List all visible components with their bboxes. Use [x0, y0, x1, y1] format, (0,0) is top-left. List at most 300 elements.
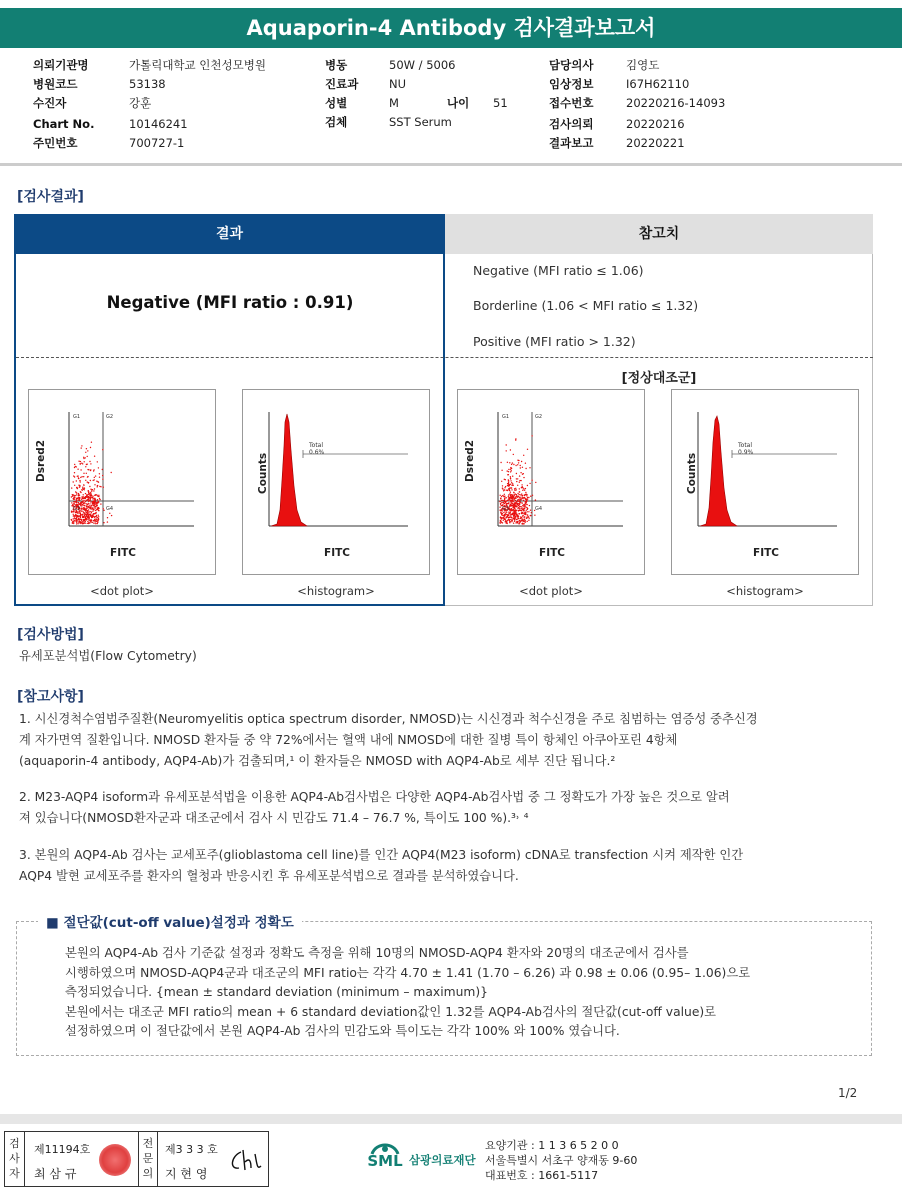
event-dot: [100, 486, 101, 487]
event-dot: [87, 464, 88, 465]
event-dot: [509, 490, 510, 491]
signature-box: [4, 1131, 269, 1187]
event-dot: [518, 496, 519, 497]
note-line: 계 자가면역 질환입니다. NMOSD 환자들 중 약 72%에서는 혈액 내에 NMOSD에 대한 질병 특이 항체인 아쿠아포린 4항체: [19, 733, 678, 747]
event-dot: [92, 515, 93, 516]
event-dot: [535, 499, 536, 500]
org-info-line: 서울특별시 서초구 양재동 9-60: [485, 1154, 638, 1167]
event-dot: [504, 500, 505, 501]
event-dot: [514, 488, 515, 489]
event-dot: [526, 494, 527, 495]
reference-header: 참고치: [445, 214, 873, 254]
event-dot: [81, 509, 82, 510]
event-dot: [520, 510, 521, 511]
event-dot: [84, 461, 85, 462]
event-dot: [99, 473, 100, 474]
event-dot: [521, 461, 522, 462]
result-value: Negative (MFI ratio : 0.91): [106, 293, 354, 312]
event-dot: [505, 512, 506, 513]
event-dot: [81, 508, 82, 509]
report-date-value: 20220221: [626, 136, 685, 150]
event-dot: [74, 520, 75, 521]
event-dot: [524, 516, 525, 517]
event-dot: [526, 510, 527, 511]
event-dot: [528, 520, 529, 521]
event-dot: [525, 492, 526, 493]
event-dot: [77, 515, 78, 516]
event-dot: [89, 511, 90, 512]
event-dot: [517, 464, 518, 465]
event-dot: [79, 480, 80, 481]
gate-value: 0.6%: [309, 449, 325, 456]
event-dot: [526, 499, 527, 500]
event-dot: [505, 479, 506, 480]
event-dot: [530, 515, 531, 516]
event-dot: [95, 503, 96, 504]
event-dot: [500, 498, 501, 499]
event-dot: [95, 518, 96, 519]
event-dot: [508, 471, 509, 472]
method-text: 유세포분석법(Flow Cytometry): [19, 649, 197, 663]
event-dot: [83, 473, 84, 474]
label: 나이: [447, 96, 470, 110]
event-dot: [508, 480, 509, 481]
event-dot: [529, 518, 530, 519]
event-dot: [111, 472, 112, 473]
event-dot: [83, 485, 84, 486]
event-dot: [96, 502, 97, 503]
event-dot: [516, 519, 517, 520]
event-dot: [511, 487, 512, 488]
event-dot: [95, 520, 96, 521]
event-dot: [516, 501, 517, 502]
y-axis-label: Counts: [686, 452, 698, 494]
event-dot: [80, 502, 81, 503]
event-dot: [86, 518, 87, 519]
event-dot: [513, 492, 514, 493]
event-dot: [527, 485, 528, 486]
reference-negative: Negative (MFI ratio ≤ 1.06): [473, 263, 644, 278]
event-dot: [87, 521, 88, 522]
org-info-line: 대표번호 : 1661-5117: [485, 1169, 599, 1182]
event-dot: [513, 464, 514, 465]
event-dot: [502, 495, 503, 496]
event-dot: [521, 493, 522, 494]
event-dot: [518, 499, 519, 500]
event-dot: [507, 516, 508, 517]
event-dot: [71, 487, 72, 488]
event-dot: [87, 523, 88, 524]
event-dot: [71, 520, 72, 521]
y-axis-label: Dsred2: [464, 439, 476, 482]
label: 담당의사: [549, 58, 594, 72]
event-dot: [103, 522, 104, 523]
event-dot: [95, 475, 96, 476]
event-dot: [527, 449, 528, 450]
ward-value: 50W / 5006: [389, 58, 456, 72]
event-dot: [515, 496, 516, 497]
event-dot: [77, 519, 78, 520]
event-dot: [102, 449, 103, 450]
event-dot: [82, 463, 83, 464]
event-dot: [94, 516, 95, 517]
event-dot: [98, 519, 99, 520]
event-dot: [501, 470, 502, 471]
event-dot: [96, 481, 97, 482]
note-3: [19, 845, 889, 887]
event-dot: [523, 523, 524, 524]
event-dot: [500, 495, 501, 496]
event-dot: [97, 509, 98, 510]
event-dot: [97, 517, 98, 518]
event-dot: [502, 515, 503, 516]
event-dot: [507, 462, 508, 463]
cutoff-line: 측정되었습니다. {mean ± standard deviation (minimum – maximum)}: [65, 985, 489, 999]
event-dot: [83, 494, 84, 495]
event-dot: [514, 505, 515, 506]
event-dot: [510, 478, 511, 479]
event-dot: [520, 465, 521, 466]
hospital-code-value: 53138: [129, 77, 166, 91]
event-dot: [512, 513, 513, 514]
event-dot: [97, 486, 98, 487]
cutoff-line: 본원에서는 대조군 MFI ratio의 mean + 6 standard deviation값인 1.32를 AQP4-Ab검사의 절단값(cut-off value)로: [65, 1004, 717, 1019]
event-dot: [82, 488, 83, 489]
event-dot: [90, 480, 91, 481]
event-dot: [525, 501, 526, 502]
event-dot: [510, 514, 511, 515]
event-dot: [103, 508, 104, 509]
event-dot: [501, 513, 502, 514]
event-dot: [83, 457, 84, 458]
event-dot: [503, 515, 504, 516]
event-dot: [87, 481, 88, 482]
event-dot: [524, 513, 525, 514]
event-dot: [82, 514, 83, 515]
event-dot: [512, 498, 513, 499]
event-dot: [87, 456, 88, 457]
event-dot: [515, 506, 516, 507]
event-dot: [501, 502, 502, 503]
event-dot: [82, 498, 83, 499]
event-dot: [89, 493, 90, 494]
label: 수진자: [33, 96, 67, 110]
patient-dot-plot: [28, 389, 216, 575]
page-number: 1/2: [838, 1086, 858, 1100]
label: 임상정보: [549, 77, 594, 91]
event-dot: [507, 470, 508, 471]
event-dot: [499, 507, 500, 508]
event-dot: [103, 487, 104, 488]
note-line: 3. 본원의 AQP4-Ab 검사는 교세포주(glioblastoma cell line)를 인간 AQP4(M23 isoform) cDNA로 transfection 시켜 제작한 인간: [19, 848, 744, 862]
event-dot: [522, 516, 523, 517]
event-dot: [92, 489, 93, 490]
event-dot: [518, 513, 519, 514]
event-dot: [515, 465, 516, 466]
event-dot: [95, 499, 96, 500]
event-dot: [79, 518, 80, 519]
method-section-title: [검사방법]: [17, 627, 84, 643]
event-dot: [98, 507, 99, 508]
event-dot: [86, 506, 87, 507]
event-dot: [499, 522, 500, 523]
event-dot: [527, 521, 528, 522]
dot-plot-caption: <dot plot>: [90, 584, 154, 598]
event-dot: [502, 522, 503, 523]
event-dot: [511, 482, 512, 483]
event-dot: [508, 519, 509, 520]
event-dot: [519, 488, 520, 489]
quadrant-label: G4: [106, 506, 114, 512]
event-dot: [517, 460, 518, 461]
event-dot: [87, 450, 88, 451]
event-dot: [517, 522, 518, 523]
event-dot: [519, 508, 520, 509]
event-dot: [76, 494, 77, 495]
event-dot: [523, 510, 524, 511]
event-dot: [90, 505, 91, 506]
request-date-value: 20220216: [626, 117, 685, 131]
event-dot: [509, 462, 510, 463]
event-dot: [100, 503, 101, 504]
event-dot: [510, 504, 511, 505]
event-dot: [527, 517, 528, 518]
event-dot: [522, 512, 523, 513]
control-histogram: [671, 389, 859, 575]
event-dot: [524, 497, 525, 498]
event-dot: [71, 511, 72, 512]
event-dot: [520, 521, 521, 522]
event-dot: [530, 510, 531, 511]
event-dot: [502, 485, 503, 486]
event-dot: [107, 521, 108, 522]
event-dot: [107, 517, 108, 518]
chart-no-value: 10146241: [129, 117, 188, 131]
event-dot: [93, 501, 94, 502]
event-dot: [526, 500, 527, 501]
event-dot: [89, 486, 90, 487]
event-dot: [88, 506, 89, 507]
event-dot: [530, 496, 531, 497]
event-dot: [510, 480, 511, 481]
event-dot: [99, 499, 100, 500]
sex-value: M: [389, 96, 399, 110]
event-dot: [501, 496, 502, 497]
event-dot: [501, 517, 502, 518]
event-dot: [515, 438, 516, 439]
event-dot: [77, 476, 78, 477]
event-dot: [504, 503, 505, 504]
event-dot: [500, 520, 501, 521]
dashed-divider: [16, 357, 873, 358]
header-divider: [0, 163, 902, 166]
event-dot: [516, 473, 517, 474]
label: 의뢰기관명: [33, 58, 89, 72]
event-dot: [75, 512, 76, 513]
event-dot: [524, 490, 525, 491]
event-dot: [72, 496, 73, 497]
event-dot: [519, 494, 520, 495]
event-dot: [524, 508, 525, 509]
event-dot: [527, 511, 528, 512]
event-dot: [95, 521, 96, 522]
event-dot: [511, 501, 512, 502]
event-dot: [96, 515, 97, 516]
event-dot: [94, 508, 95, 509]
sml-logo-icon: [366, 1138, 404, 1178]
event-dot: [85, 514, 86, 515]
note-1: [19, 709, 889, 772]
event-dot: [500, 503, 501, 504]
event-dot: [85, 509, 86, 510]
seal-stamp: [99, 1144, 131, 1176]
x-axis-label: FITC: [110, 547, 136, 559]
tester-name: 최 삼 규: [34, 1167, 77, 1181]
event-dot: [83, 476, 84, 477]
event-dot: [76, 492, 77, 493]
event-dot: [503, 490, 504, 491]
event-dot: [517, 508, 518, 509]
event-dot: [512, 519, 513, 520]
note-line: 1. 시신경척수염범주질환(Neuromyelitis optica spectrum disorder, NMOSD)는 시신경과 척수신경을 주로 침범하는 염증성 중추신경: [19, 712, 758, 726]
event-dot: [85, 452, 86, 453]
patient-histogram: [242, 389, 430, 575]
event-dot: [519, 504, 520, 505]
event-dot: [73, 514, 74, 515]
event-dot: [88, 503, 89, 504]
event-dot: [511, 470, 512, 471]
event-dot: [507, 514, 508, 515]
event-dot: [510, 519, 511, 520]
label: 결과보고: [549, 136, 594, 150]
age-value: 51: [493, 96, 508, 110]
event-dot: [90, 469, 91, 470]
event-dot: [524, 506, 525, 507]
event-dot: [509, 493, 510, 494]
event-dot: [504, 494, 505, 495]
report-title: Aquaporin-4 Antibody 검사결과보고서: [0, 8, 902, 48]
event-dot: [519, 502, 520, 503]
event-dot: [79, 485, 80, 486]
event-dot: [93, 470, 94, 471]
event-dot: [500, 517, 501, 518]
event-dot: [83, 520, 84, 521]
event-dot: [71, 502, 72, 503]
event-dot: [523, 521, 524, 522]
event-dot: [98, 495, 99, 496]
event-dot: [521, 506, 522, 507]
event-dot: [522, 507, 523, 508]
department-value: NU: [389, 77, 407, 91]
quadrant-label: G3: [502, 506, 510, 512]
event-dot: [515, 500, 516, 501]
event-dot: [84, 488, 85, 489]
event-dot: [525, 505, 526, 506]
event-dot: [97, 502, 98, 503]
event-dot: [516, 510, 517, 511]
event-dot: [516, 478, 517, 479]
event-dot: [508, 515, 509, 516]
event-dot: [71, 496, 72, 497]
header-col-3: [549, 56, 809, 153]
event-dot: [80, 523, 81, 524]
cutoff-line: 설정하였으며 이 절단값에서 본원 AQP4-Ab 검사의 민감도와 특이도는 각각 100% 와 100% 였습니다.: [65, 1024, 620, 1038]
event-dot: [517, 485, 518, 486]
result-header: 결과: [14, 214, 445, 254]
event-dot: [81, 511, 82, 512]
cutoff-line: 본원의 AQP4-Ab 검사 기준값 설정과 정확도 측정을 위해 10명의 NMOSD-AQP4 환자와 20명의 대조군에서 검사를: [65, 946, 689, 960]
dot-plot-caption: <dot plot>: [519, 584, 583, 598]
event-dot: [88, 499, 89, 500]
reference-positive: Positive (MFI ratio > 1.32): [473, 334, 636, 349]
event-dot: [523, 473, 524, 474]
event-dot: [514, 498, 515, 499]
event-dot: [80, 463, 81, 464]
label: 주민번호: [33, 136, 78, 150]
gate-label: Total: [738, 442, 753, 449]
event-dot: [518, 510, 519, 511]
label: 접수번호: [549, 96, 594, 110]
event-dot: [525, 488, 526, 489]
event-dot: [512, 510, 513, 511]
quadrant-label: G1: [73, 414, 81, 420]
resident-no-value: 700727-1: [129, 136, 185, 150]
event-dot: [510, 497, 511, 498]
gate-value: 0.9%: [738, 449, 754, 456]
event-dot: [509, 489, 510, 490]
org-info: [485, 1138, 637, 1183]
event-dot: [111, 515, 112, 516]
event-dot: [519, 480, 520, 481]
event-dot: [93, 490, 94, 491]
event-dot: [532, 495, 533, 496]
event-dot: [519, 491, 520, 492]
event-dot: [511, 510, 512, 511]
event-dot: [88, 519, 89, 520]
event-dot: [516, 496, 517, 497]
event-dot: [522, 497, 523, 498]
event-dot: [519, 475, 520, 476]
event-dot: [98, 515, 99, 516]
event-dot: [527, 507, 528, 508]
histogram-caption: <histogram>: [297, 584, 375, 598]
event-dot: [95, 506, 96, 507]
event-dot: [76, 466, 77, 467]
event-dot: [74, 464, 75, 465]
event-dot: [502, 488, 503, 489]
event-dot: [508, 482, 509, 483]
event-dot: [501, 518, 502, 519]
event-dot: [83, 522, 84, 523]
cutoff-title: ■ 절단값(cut-off value)설정과 정확도: [38, 911, 302, 931]
event-dot: [86, 512, 87, 513]
event-dot: [521, 484, 522, 485]
specialist-label: 전문의: [138, 1132, 158, 1186]
event-dot: [522, 505, 523, 506]
event-dot: [87, 504, 88, 505]
event-dot: [508, 517, 509, 518]
event-dot: [513, 511, 514, 512]
event-dot: [72, 523, 73, 524]
event-dot: [511, 508, 512, 509]
event-dot: [519, 497, 520, 498]
event-dot: [517, 478, 518, 479]
event-dot: [523, 477, 524, 478]
event-dot: [514, 508, 515, 509]
event-dot: [98, 467, 99, 468]
event-dot: [90, 515, 91, 516]
event-dot: [102, 475, 103, 476]
